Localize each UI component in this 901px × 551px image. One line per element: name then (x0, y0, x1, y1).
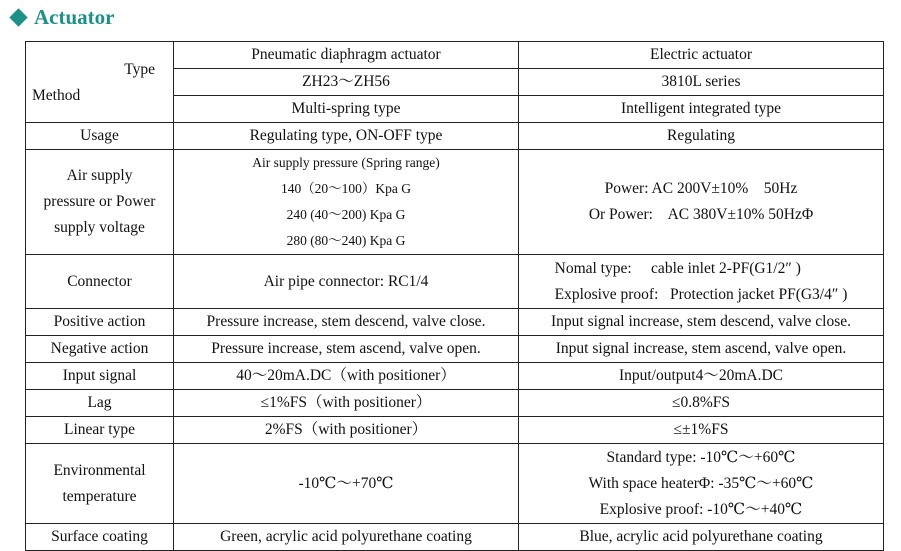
air-supply-electric (519, 150, 884, 255)
positive-action-label: Positive action (26, 309, 174, 336)
lag-pneumatic: ≤1%FS（with positioner） (174, 390, 519, 417)
header-electric-type: Electric actuator (519, 42, 884, 69)
connector-electric-line: Explosive proof: Protection jacket PF(G3/4″ ) (554, 285, 848, 303)
connector-pneumatic: Air pipe connector: RC1/4 (174, 255, 519, 309)
input-signal-label: Input signal (26, 363, 174, 390)
header-pneumatic-variant: Multi-spring type (174, 96, 519, 123)
row-surface-coating (26, 524, 884, 551)
air-supply-pneumatic-line: Air supply pressure (Spring range) (252, 155, 440, 170)
row-air-supply (26, 150, 884, 255)
air-supply-pneumatic (174, 150, 519, 255)
lag-electric: ≤0.8%FS (519, 390, 884, 417)
heading-text: Actuator (34, 4, 115, 29)
air-supply-pneumatic-line: 280 (80～240) Kpa G (286, 233, 406, 248)
actuator-spec-table (25, 41, 884, 551)
corner-method-label: Method (32, 87, 81, 104)
corner-type-label: Type (124, 61, 155, 78)
row-positive-action (26, 309, 884, 336)
input-signal-electric: Input/output4～20mA.DC (519, 363, 884, 390)
air-supply-label (26, 150, 174, 255)
connector-electric-block (555, 256, 848, 308)
negative-action-electric: Input signal increase, stem ascend, valve open. (519, 336, 884, 363)
header-electric-model: 3810L series (519, 69, 884, 96)
environmental-temperature-label-line: Environmental (53, 461, 146, 479)
row-environmental-temperature (26, 444, 884, 524)
diamond-bullet-icon (9, 8, 27, 26)
air-supply-label-line: supply voltage (54, 219, 145, 236)
lag-label: Lag (26, 390, 174, 417)
diagonal-divider (26, 42, 173, 122)
positive-action-pneumatic: Pressure increase, stem descend, valve close. (174, 309, 519, 336)
air-supply-electric-line: Or Power: AC 380V±10% 50HzΦ (588, 206, 814, 223)
row-negative-action (26, 336, 884, 363)
environmental-temperature-label (26, 444, 174, 524)
header-electric-variant: Intelligent integrated type (519, 96, 884, 123)
connector-electric-line: Nomal type: cable inlet 2-PF(G1/2″ ) (554, 259, 801, 277)
air-supply-pneumatic-line: 240 (40～200) Kpa G (286, 207, 406, 222)
air-supply-pneumatic-line: 140（20～100）Kpa G (280, 181, 412, 196)
environmental-temperature-electric (519, 444, 884, 524)
linear-type-label: Linear type (26, 417, 174, 444)
air-supply-label-line: Air supply (66, 167, 133, 184)
header-pneumatic-model: ZH23～ZH56 (174, 69, 519, 96)
positive-action-electric: Input signal increase, stem descend, valve close. (519, 309, 884, 336)
environmental-temperature-electric-line: With space heaterΦ: -35℃～+60℃ (588, 474, 814, 492)
input-signal-pneumatic: 40～20mA.DC（with positioner） (174, 363, 519, 390)
environmental-temperature-label-line: temperature (62, 487, 137, 505)
usage-pneumatic: Regulating type, ON-OFF type (174, 123, 519, 150)
surface-coating-pneumatic: Green, acrylic acid polyurethane coating (174, 524, 519, 551)
row-lag (26, 390, 884, 417)
row-input-signal (26, 363, 884, 390)
row-connector (26, 255, 884, 309)
usage-label: Usage (26, 123, 174, 150)
header-row-type (26, 42, 884, 69)
header-pneumatic-type: Pneumatic diaphragm actuator (174, 42, 519, 69)
negative-action-label: Negative action (26, 336, 174, 363)
connector-electric (519, 255, 884, 309)
environmental-temperature-pneumatic: -10℃～+70℃ (174, 444, 519, 524)
corner-cell (26, 42, 174, 123)
row-usage (26, 123, 884, 150)
negative-action-pneumatic: Pressure increase, stem ascend, valve open. (174, 336, 519, 363)
surface-coating-electric: Blue, acrylic acid polyurethane coating (519, 524, 884, 551)
linear-type-electric: ≤±1%FS (519, 417, 884, 444)
row-linear-type (26, 417, 884, 444)
air-supply-electric-line: Power: AC 200V±10% 50Hz (604, 180, 798, 197)
environmental-temperature-electric-line: Standard type: -10℃～+60℃ (606, 448, 796, 466)
usage-electric: Regulating (519, 123, 884, 150)
section-heading (10, 4, 114, 30)
connector-label: Connector (26, 255, 174, 309)
air-supply-label-line: pressure or Power (43, 193, 156, 210)
surface-coating-label: Surface coating (26, 524, 174, 551)
linear-type-pneumatic: 2%FS（with positioner） (174, 417, 519, 444)
environmental-temperature-electric-line: Explosive proof: -10℃～+40℃ (599, 500, 803, 518)
